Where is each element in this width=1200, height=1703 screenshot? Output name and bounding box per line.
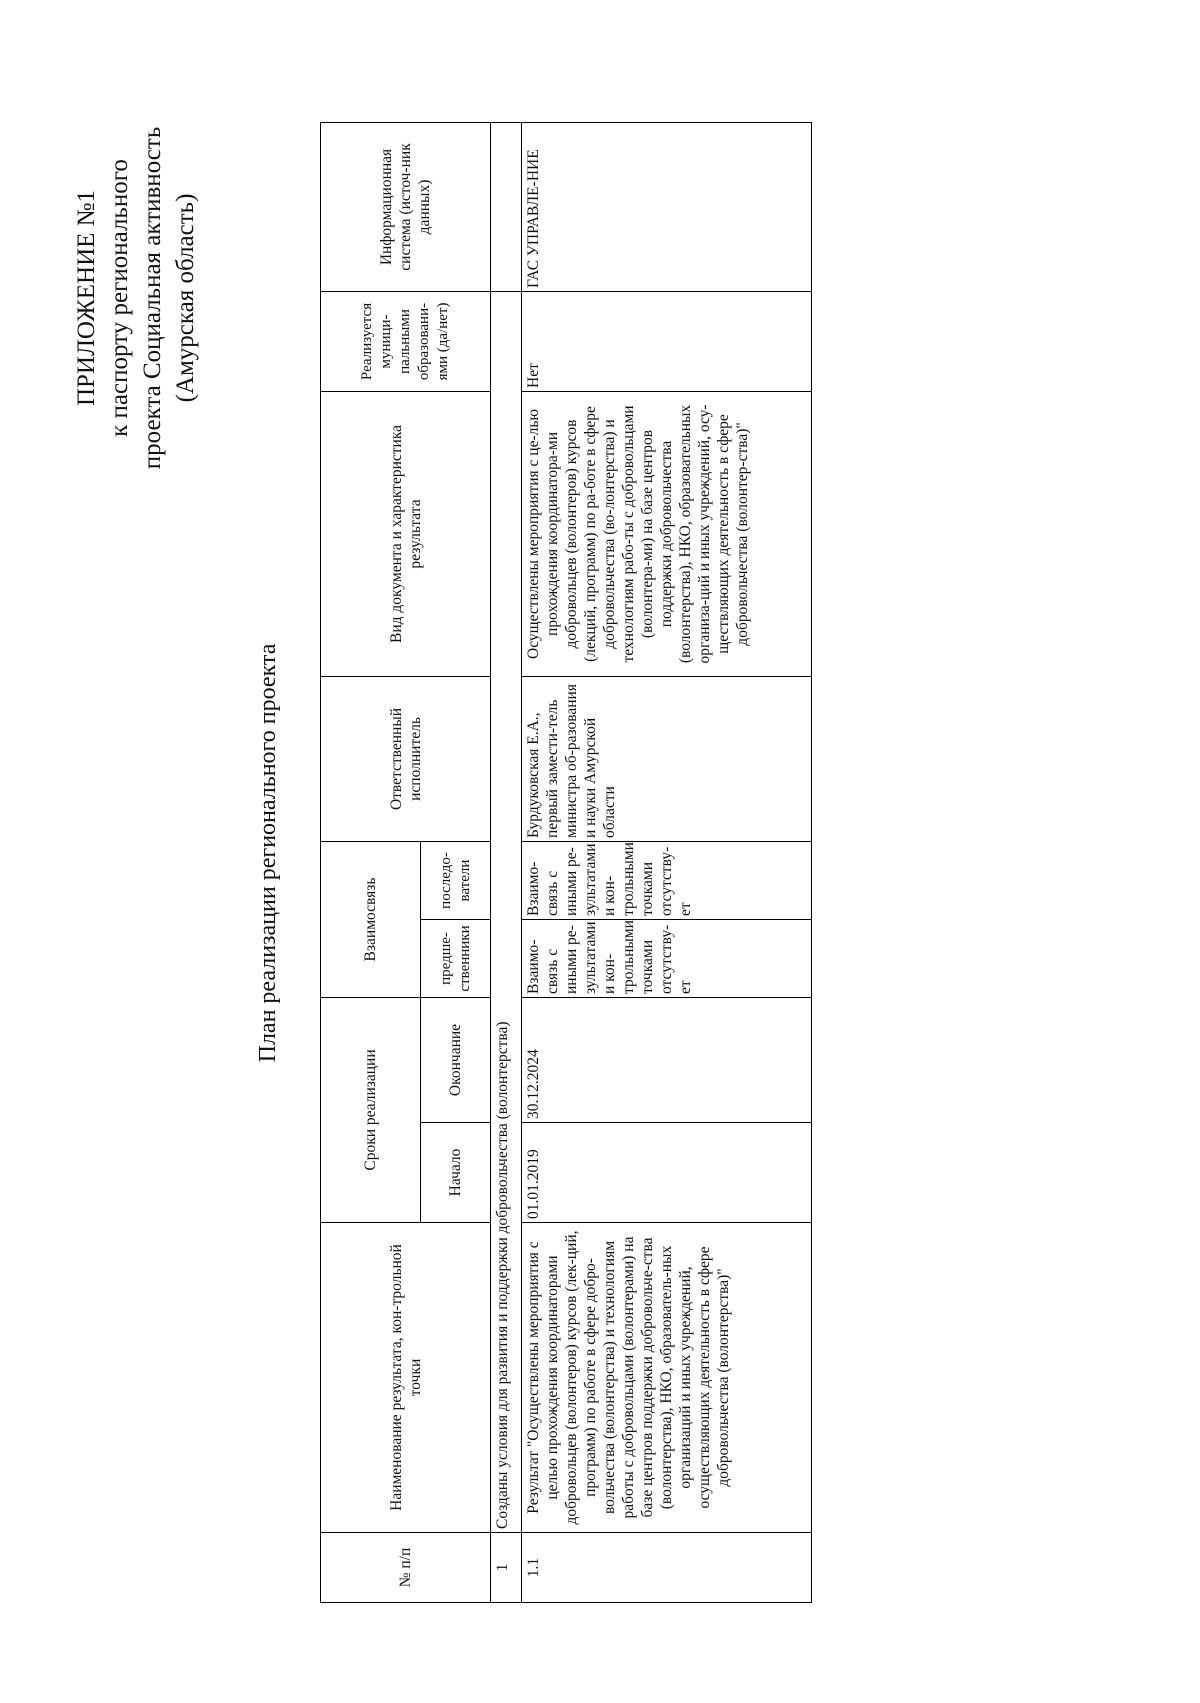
row-successors: Взаимо-связь с иными ре-зультатами и кон-трольными точками отсутству-ет [522, 841, 812, 919]
appendix-header [70, 108, 202, 1703]
header-successors: последо-ватели [421, 841, 491, 919]
header-doc: Вид документа и характеристика результата [321, 391, 491, 676]
appendix-line-3: проекта Социальная активность [139, 126, 166, 470]
row-infosys: ГАС УПРАВЛЕ-НИЕ [522, 122, 812, 291]
plan-table [320, 122, 812, 1603]
page-title: План реализации регионального проекта [255, 643, 281, 1063]
appendix-line-1: ПРИЛОЖЕНИЕ №1 [73, 189, 100, 407]
row-predecessors: Взаимо-связь с иными ре-зультатами и кон-трольными точками отсутству-ет [522, 919, 812, 997]
row-municipal: Нет [522, 291, 812, 391]
row-doc: Осуществлены мероприятия с це-лью прохождения координатора-ми добровольцев (волонтеров) курсов (лекций, программ) по ра-боте в сфере добровольчества (во-лонтерства) и технологиям рабо-ты с добровольцами (волонтера-ми) на базе центров поддержки добровольчества (волонтерства), НКО, образовательных организа-ций и иных учреждений, осу-ществляющих деятельность в сфере добровольчества (волонтер-ства)" [522, 391, 812, 676]
header-infosys: Информационная система (источ-ник данных) [321, 122, 491, 291]
appendix-line-4: (Амурская область) [172, 193, 199, 403]
header-relation: Взаимосвязь [321, 841, 421, 997]
section-row [491, 122, 522, 1602]
header-start: Начало [421, 1123, 491, 1223]
section-empty-cell [491, 122, 522, 291]
row-end: 30.12.2024 [522, 997, 812, 1122]
row-start: 01.01.2019 [522, 1123, 812, 1223]
header-name: Наименование результата, кон-трольной точки [321, 1223, 491, 1533]
header-end: Окончание [421, 997, 491, 1122]
section-text: Созданы условия для развития и поддержки добровольчества (волонтерства) [491, 291, 522, 1532]
row-num: 1.1 [522, 1533, 812, 1603]
table-row [522, 122, 812, 1602]
appendix-line-2: к паспорту регионального [106, 159, 133, 437]
header-predecessors: предше-ственники [421, 919, 491, 997]
section-num: 1 [491, 1533, 522, 1603]
header-terms: Сроки реализации [321, 997, 421, 1222]
header-responsible: Ответственный исполнитель [321, 676, 491, 841]
row-name: Результат "Осуществлены мероприятия с целью прохождения координаторами добровольцев (волонтеров) курсов (лек-ций, программ) по работе в сфере добро-вольчества (волонтерства) и технологиям работы с добровольцами (волонтерами) на базе центров поддержки добровольче-ства (волонтерства), НКО, образователь-ных организаций и иных учреждений, осуществляющих деятельность в сфере добровольчества (волонтерства)" [522, 1223, 812, 1533]
header-num: № п/п [321, 1533, 491, 1603]
header-municipal: Реализуется муници-пальными образовани-ями (да/нет) [321, 291, 491, 391]
table-header-row [321, 122, 421, 1602]
row-responsible: Бурдуковская Е.А., первый замести-тель министра об-разования и науки Амурской области [522, 676, 812, 841]
